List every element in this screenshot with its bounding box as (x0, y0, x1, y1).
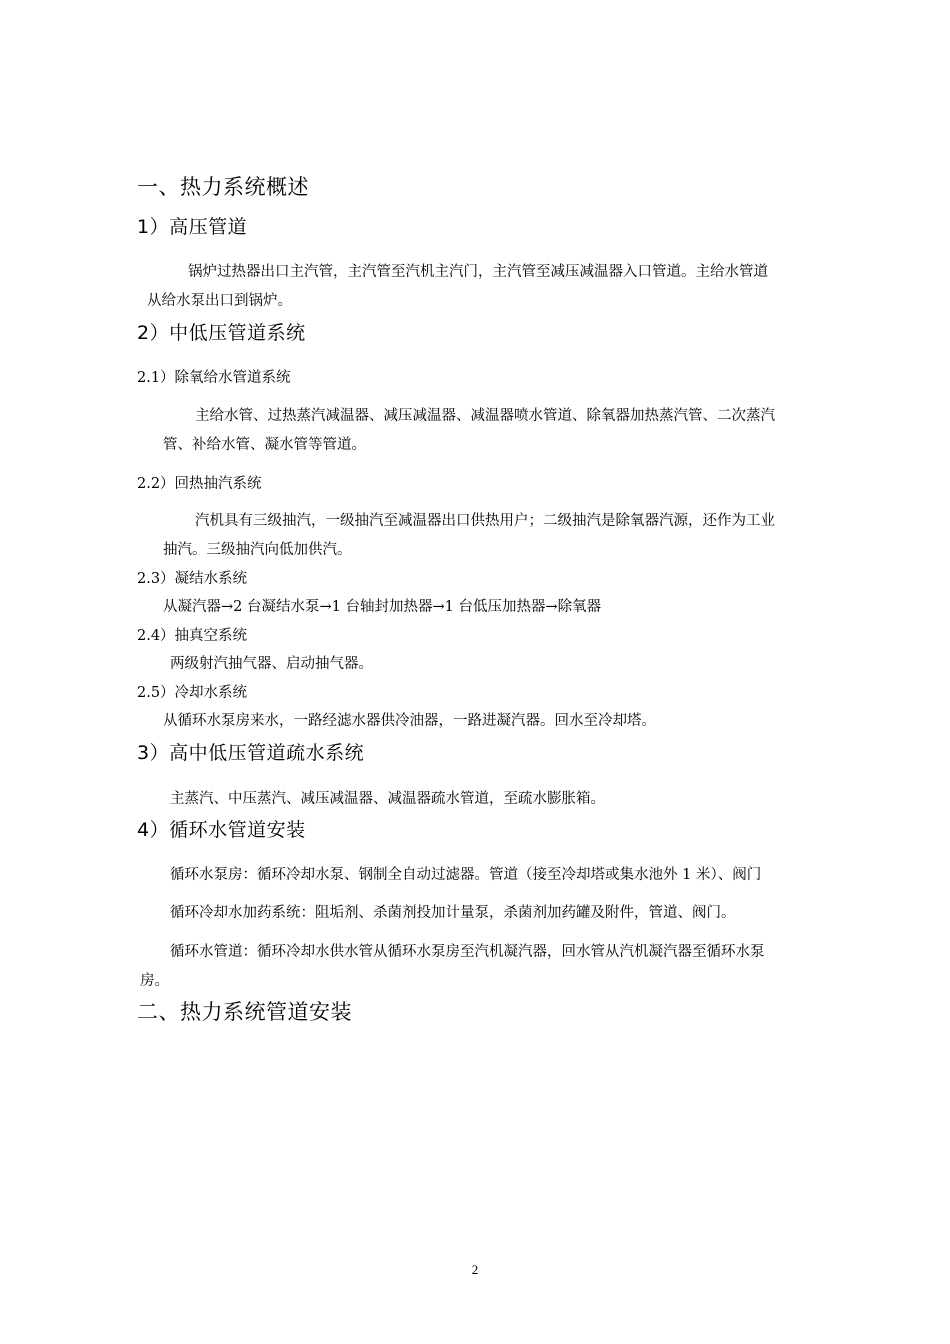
heading-high-pressure: 1）高压管道 (137, 216, 248, 238)
extraction-line-1: 汽机具有三级抽汽，一级抽汽至减温器出口供热用户；二级抽汽是除氧器汽源，还作为工业 (195, 513, 775, 529)
page-number: 2 (471, 1262, 479, 1277)
heading-circulating-water: 4）循环水管道安装 (137, 819, 306, 841)
condensate-body: 从凝汽器→2 台凝结水泵→1 台轴封加热器→1 台低压加热器→除氧器 (163, 599, 602, 615)
high-pressure-line-1: 锅炉过热器出口主汽管，主汽管至汽机主汽门，主汽管至减压减温器入口管道。主给水管道 (188, 264, 768, 280)
deaerator-line-1: 主给水管、过热蒸汽减温器、减压减温器、减温器喷水管道、除氧器加热蒸汽管、二次蒸汽 (195, 408, 775, 424)
deaerator-line-2: 管、补给水管、凝水管等管道。 (163, 437, 366, 453)
extraction-line-2: 抽汽。三级抽汽向低加供汽。 (163, 542, 352, 558)
vacuum-body: 两级射汽抽气器、启动抽气器。 (170, 656, 373, 672)
heading-mid-low-pressure: 2）中低压管道系统 (137, 322, 306, 344)
section-title-1: 一、热力系统概述 (137, 175, 309, 199)
section-title-2: 二、热力系统管道安装 (137, 1000, 352, 1024)
dosing-body: 循环冷却水加药系统：阻垢剂、杀菌剂投加计量泵，杀菌剂加药罐及附件，管道、阀门。 (170, 905, 736, 921)
drain-system-body: 主蒸汽、中压蒸汽、减压减温器、减温器疏水管道，至疏水膨胀箱。 (170, 791, 605, 807)
circulating-pipe-line-1: 循环水管道：循环冷却水供水管从循环水泵房至汽机凝汽器，回水管从汽机凝汽器至循环水泵 (170, 944, 765, 960)
heading-cooling-water: 2.5）冷却水系统 (137, 685, 248, 701)
circulating-pipe-line-2: 房。 (140, 973, 169, 989)
heading-vacuum: 2.4）抽真空系统 (137, 628, 248, 644)
high-pressure-line-2: 从给水泵出口到锅炉。 (147, 293, 292, 309)
heading-drain-system: 3）高中低压管道疏水系统 (137, 742, 365, 764)
cooling-water-body: 从循环水泵房来水，一路经滤水器供冷油器，一路进凝汽器。回水至冷却塔。 (163, 713, 656, 729)
pump-house-body: 循环水泵房：循环冷却水泵、钢制全自动过滤器。管道（接至冷却塔或集水池外 1 米）、阀门 (170, 867, 762, 883)
heading-condensate: 2.3）凝结水系统 (137, 571, 248, 587)
heading-regenerative-extraction: 2.2）回热抽汽系统 (137, 476, 262, 492)
heading-deaerator-feedwater: 2.1）除氧给水管道系统 (137, 370, 291, 386)
